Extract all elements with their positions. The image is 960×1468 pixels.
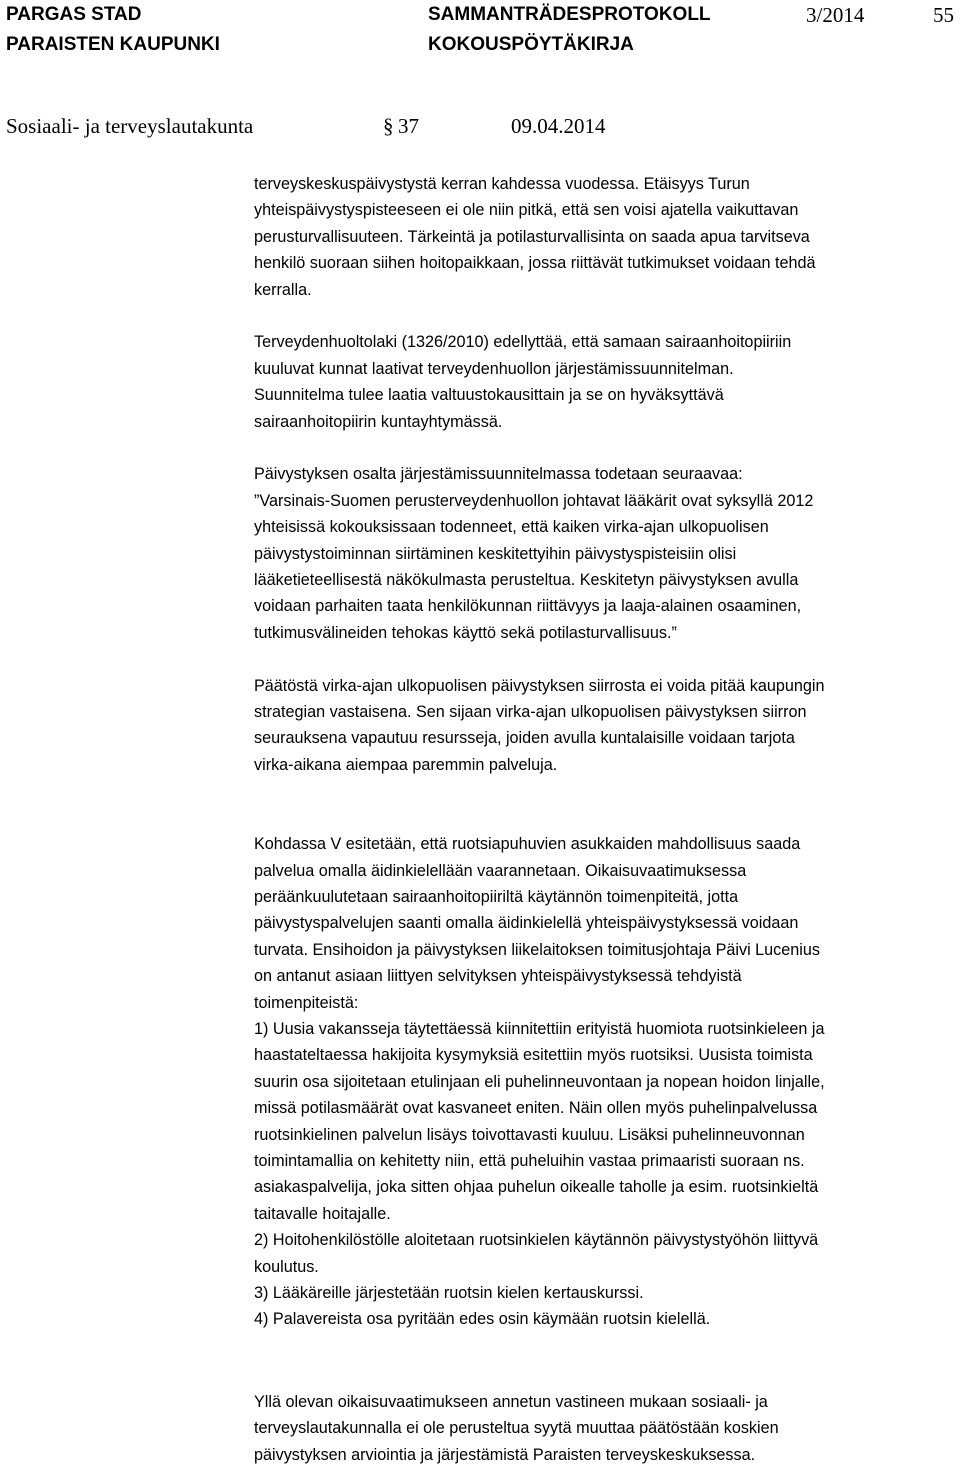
document-type-fi: KOKOUSPÖYTÄKIRJA xyxy=(428,34,634,55)
document-type-sv: SAMMANTRÄDESPROTOKOLL xyxy=(428,4,711,25)
paragraph-5: Kohdassa V esitetään, että ruotsiapuhuvien asukkaiden mahdollisuus saada palvelua omalla äidinkielellään vaarannetaan. Oikaisuvaatimuksessa peräänkuulutetaan sairaanhoitopiiriltä käytännön toimenpiteitä, jotta päivystyspalvelujen saanti omalla äidinkielellä yhteispäivystyksessä voidaan turvata. Ensihoidon ja päivystyksen liikelaitoksen toimitusjohtaja Päivi Lucenius on antanut asiaan liittyen selvityksen yhteispäivystyksessä tehdyistä toimenpiteistä: 1) Uusia vakansseja täytettäessä kiinnitettiin erityistä huomiota ruotsinkieleen ja haastateltaessa hakijoita kysymyksiä esitettiin myös ruotsiksi. Uusista toimista suurin osa sijoitetaan etulinjaan eli puhelinneuvontaan ja nopean hoidon linjalle, missä potilasmäärät ovat kasvaneet eniten. Näin ollen myös puhelinpalvelussa ruotsinkielinen palvelun lisäys toivottavasti kuuluu. Lisäksi puhelinneuvonnan toimintamallia on kehitetty niin, että puheluihin vastaa primaaristi suoraan ns. asiakaspalvelija, joka sitten ohjaa puhelun oikealle taholle ja esim. ruotsinkieltä taitavalle hoitajalle. 2) Hoitohenkilöstölle aloitetaan ruotsinkielen käytännön päivystystyöhön liittyvä koulutus. 3) Lääkäreille järjestetään ruotsin kielen kertauskurssi. 4) Palavereista osa pyritään edes osin käymään ruotsin kielellä. xyxy=(254,835,825,1329)
paragraph-4: Päätöstä virka-ajan ulkopuolisen päivystyksen siirrosta ei voida pitää kaupungin strategian vastaisena. Sen sijaan virka-ajan ulkopuolisen päivystyksen siirron seurauksena vapautuu resursseja, joiden avulla kuntalaisille voidaan tarjota virka-aikana aiempaa paremmin palveluja. xyxy=(254,676,825,774)
paragraph-1: terveyskeskuspäivystystä kerran kahdessa vuodessa. Etäisyys Turun yhteispäivystyspisteeseen ei ole niin pitkä, että sen voisi ajatella vaikuttavan perusturvallisuuteen. Tärkeintä ja potilasturvallisinta on saada apua tarvitseva henkilö suoraan siihen hoitopaikkaan, jossa riittävät tutkimukset voidaan tehdä kerralla. xyxy=(254,175,816,299)
committee-name: Sosiaali- ja terveyslautakunta xyxy=(6,114,254,138)
paragraph-sign: § xyxy=(383,114,394,138)
paragraph-6: Yllä olevan oikaisuvaatimukseen annetun vastineen mukaan sosiaali- ja terveyslautakunnalla ei ole perusteltua syytä muuttaa päätöstään koskien päivystyksen arviointia ja järjestämistä Paraisten terveyskeskuksessa. xyxy=(254,1392,779,1464)
organization-name xyxy=(6,0,220,60)
paragraph-3: Päivystyksen osalta järjestämissuunnitelmassa todetaan seuraavaa: ”Varsinais-Suomen perusterveydenhuollon johtavat lääkärit ovat syksyllä 2012 yhteisissä kokouksissaan todenneet, että kaiken virka-ajan ulkopuolisen päivystystoiminnan siirtäminen keskitettyihin päivystyspisteisiin olisi lääketieteellisestä näkökulmasta perusteltua. Keskitetyn päivystyksen avulla voidaan parhaiten taata henkilökunnan riittävyys ja laaja-alainen osaaminen, tutkimusvälineiden tehokas käyttö sekä potilasturvallisuus.” xyxy=(254,465,814,642)
document-body xyxy=(254,171,960,1468)
page-number: 55 xyxy=(933,3,954,27)
paragraph-2: Terveydenhuoltolaki (1326/2010) edellyttää, että samaan sairaanhoitopiiriin kuuluvat kunnat laativat terveydenhuollon järjestämissuunnitelman. Suunnitelma tulee laatia valtuustokausittain ja se on hyväksyttävä sairaanhoitopiirin kuntayhtymässä. xyxy=(254,333,792,431)
organization-name-fi: PARGAS STAD xyxy=(6,4,142,25)
section-number: 37 xyxy=(398,114,419,138)
issue-number: 3/2014 xyxy=(806,3,865,27)
meeting-date: 09.04.2014 xyxy=(511,114,606,138)
organization-name-sv: PARAISTEN KAUPUNKI xyxy=(6,34,220,55)
document-type xyxy=(428,0,711,60)
